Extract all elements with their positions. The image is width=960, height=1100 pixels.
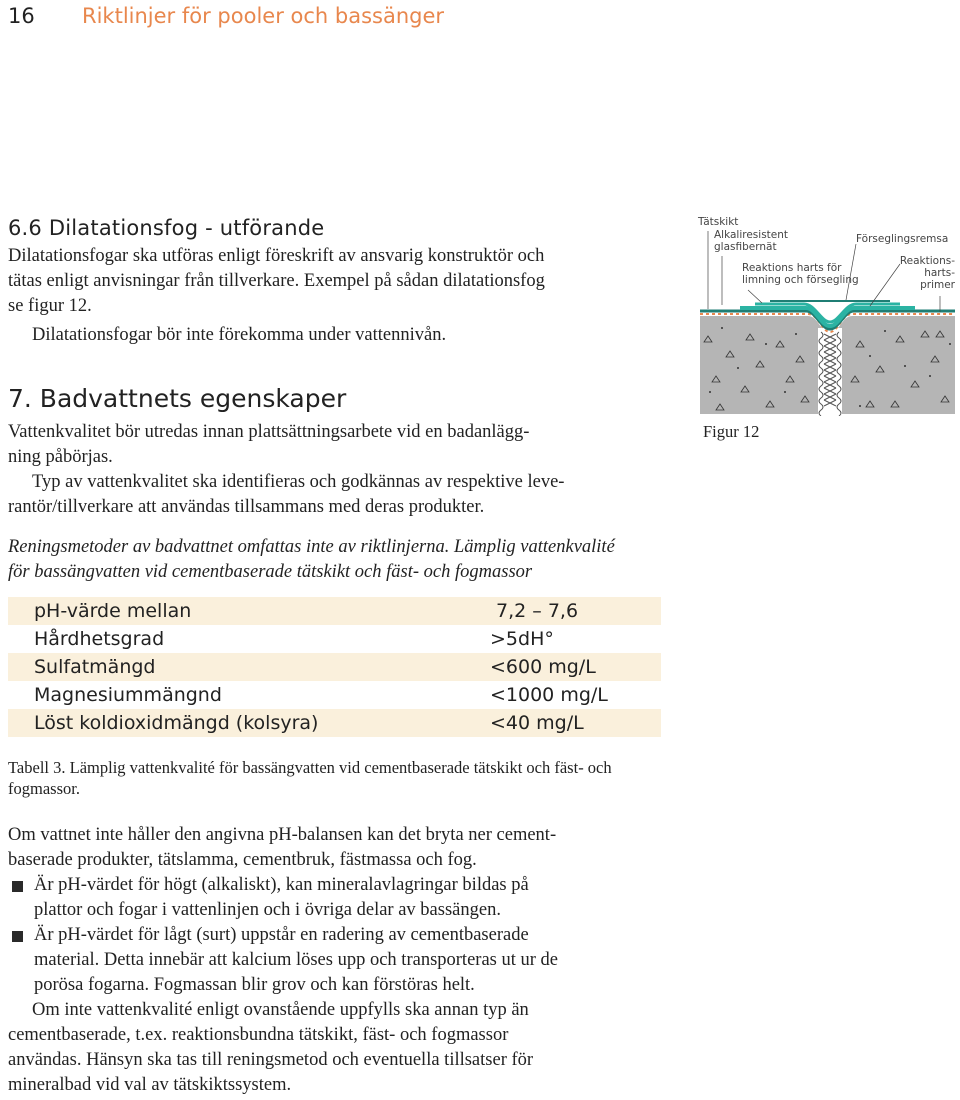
bullet-list — [8, 873, 688, 998]
closing-section — [8, 823, 688, 1098]
body-line: Dilatationsfogar bör inte förekomma under vattennivån. — [32, 325, 447, 345]
table-row — [8, 625, 661, 653]
body-line: Dilatationsfogar ska utföras enligt föreskrift av ansvarig konstruktör och — [8, 246, 545, 266]
table-row — [8, 597, 661, 625]
label-alkali-1: Alkaliresistent — [714, 229, 789, 241]
table-cell-value: <1000 mg/L — [490, 684, 608, 706]
table-cell-value: <600 mg/L — [490, 656, 596, 678]
table-cell-value: 7,2 – 7,6 — [490, 600, 579, 622]
table-caption — [8, 757, 688, 799]
body-line: tätas enligt anvisningar från tillverkare. Exempel på sådan dilatationsfog — [8, 271, 545, 291]
running-title: Riktlinjer för pooler och bassänger — [82, 4, 445, 28]
section-7-italic-note — [8, 535, 678, 585]
label-harts-1: Reaktions harts för — [742, 262, 842, 274]
table-cell-value: <40 mg/L — [490, 712, 584, 734]
body-line: mineralbad vid val av tätskiktssystem. — [8, 1075, 292, 1095]
bullet-line: plattor och fogar i vattenlinjen och i övriga delar av bassängen. — [34, 900, 501, 920]
water-quality-table — [8, 597, 661, 737]
body-line: Vattenkvalitet bör utredas innan plattsättningsarbete vid en badanlägg- — [8, 422, 530, 442]
square-bullet-icon — [12, 881, 23, 892]
section-6-6-body — [8, 244, 668, 348]
body-line: baserade produkter, tätslamma, cementbruk, fästmassa och fog. — [8, 850, 477, 870]
table-cell-parameter: Sulfatmängd — [34, 656, 156, 678]
label-primer-3: primer — [920, 279, 955, 291]
figure-caption: Figur 12 — [703, 422, 760, 441]
label-primer-2: harts- — [924, 267, 955, 279]
label-alkali-2: glasfibernät — [714, 241, 777, 253]
body-line: användas. Hänsyn ska tas till reningsmetod och eventuella tillsatser för — [8, 1050, 534, 1070]
label-harts-2: limning och försegling — [742, 274, 859, 286]
bullet-line: material. Detta innebär att kalcium löses upp och transporteras ut ur de — [34, 950, 558, 970]
table-cell-parameter: Magnesiummängnd — [34, 684, 222, 706]
caption-line: Tabell 3. Lämplig vattenkvalité för bassängvatten vid cementbaserade tätskikt och fäst- och — [8, 758, 612, 777]
bullet-line: Är pH-värdet för högt (alkaliskt), kan mineralavlagringar bildas på — [34, 875, 529, 895]
label-tatskikt: Tätskikt — [698, 216, 739, 228]
section-7-body — [8, 420, 668, 520]
bullet-line: porösa fogarna. Fogmassan blir grov och kan förstöras helt. — [34, 975, 475, 995]
body-line: se figur 12. — [8, 296, 92, 316]
page-number: 16 — [8, 4, 35, 28]
list-item — [8, 873, 688, 923]
table-cell-parameter: Hårdhetsgrad — [34, 628, 165, 650]
body-line: Om inte vattenkvalité enligt ovanstående uppfylls ska annan typ än — [32, 1000, 529, 1020]
label-primer-1: Reaktions- — [899, 255, 955, 267]
section-6-6-heading: 6.6 Dilatationsfog - utförande — [8, 216, 325, 240]
figure-12-diagram — [700, 216, 955, 416]
body-line: rantör/tillverkare att användas tillsammans med deras produkter. — [8, 497, 485, 517]
body-line: Om vattnet inte håller den angivna pH-balansen kan det bryta ner cement- — [8, 825, 557, 845]
italic-line: Reningsmetoder av badvattnet omfattas inte av riktlinjerna. Lämplig vattenkvalité — [8, 537, 615, 557]
body-line: cementbaserade, t.ex. reaktionsbundna tätskikt, fäst- och fogmassor — [8, 1025, 509, 1045]
italic-line: för bassängvatten vid cementbaserade tätskikt och fäst- och fogmassor — [8, 562, 533, 582]
table-row — [8, 653, 661, 681]
table-cell-parameter: Löst koldioxidmängd (kolsyra) — [34, 712, 319, 734]
body-line: Typ av vattenkvalitet ska identifieras och godkännas av respektive leve- — [32, 472, 565, 492]
bullet-line: Är pH-värdet för lågt (surt) uppstår en radering av cementbaserade — [34, 925, 529, 945]
list-item — [8, 923, 688, 998]
table-cell-parameter: pH-värde mellan — [34, 600, 192, 622]
section-7-heading: 7. Badvattnets egenskaper — [8, 384, 347, 413]
body-line: ning påbörjas. — [8, 447, 113, 467]
table-cell-value: >5dH° — [490, 628, 554, 650]
table-row — [8, 681, 661, 709]
square-bullet-icon — [12, 931, 23, 942]
caption-line: fogmassor. — [8, 779, 80, 798]
label-forsegling: Förseglingsremsa — [856, 233, 949, 245]
table-row — [8, 709, 661, 737]
